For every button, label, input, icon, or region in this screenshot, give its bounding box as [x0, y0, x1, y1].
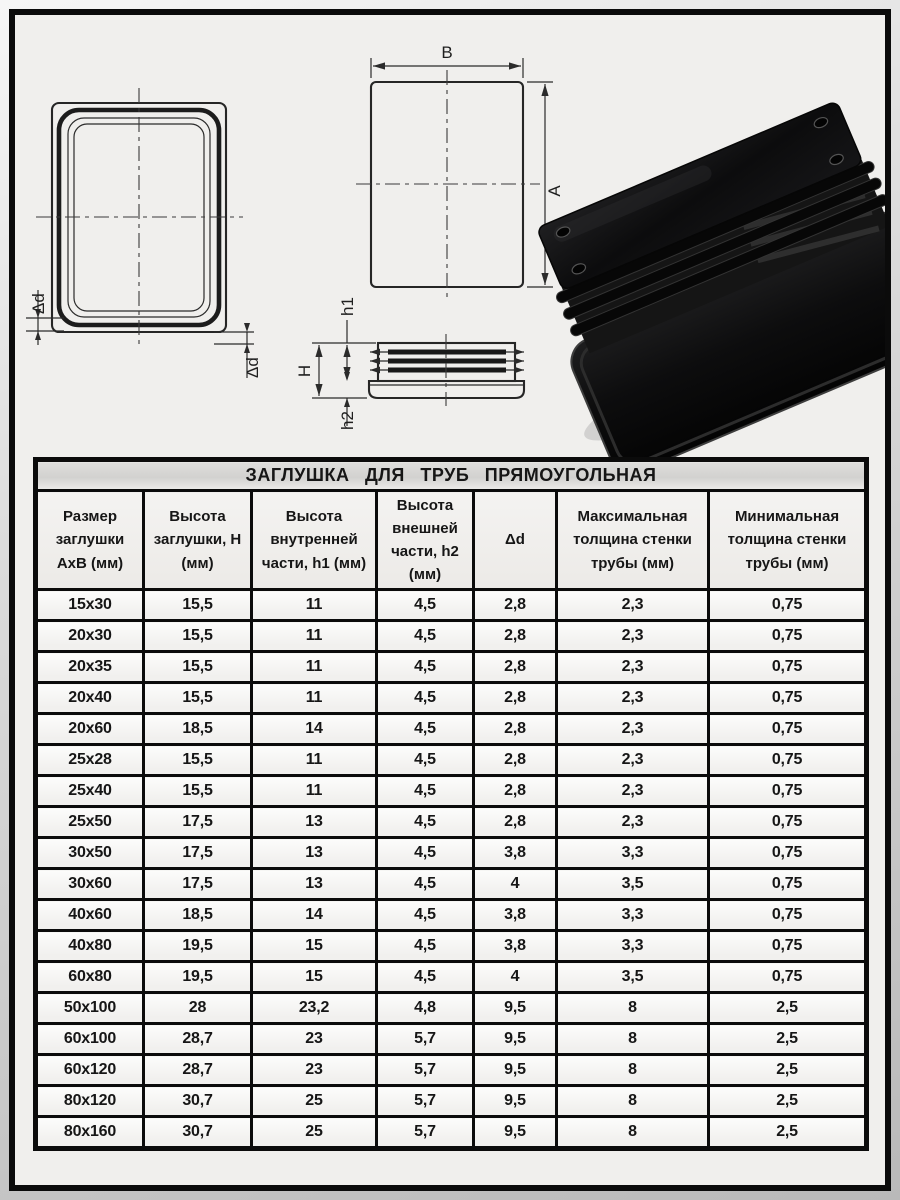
dim-h1: [338, 297, 357, 379]
cell: 25x40: [36, 776, 144, 807]
cell: 8: [557, 1024, 709, 1055]
cell: 2,5: [709, 1117, 867, 1149]
table-title: ЗАГЛУШКА ДЛЯ ТРУБ ПРЯМОУГОЛЬНАЯ: [36, 460, 867, 491]
cell: 15,5: [144, 590, 252, 621]
cell: 2,8: [474, 807, 557, 838]
column-header-1: Высота заглушки, Н (мм): [144, 491, 252, 590]
cell: 2,5: [709, 1086, 867, 1117]
table-row: [36, 1086, 867, 1117]
cell: 80x120: [36, 1086, 144, 1117]
cell: 0,75: [709, 590, 867, 621]
cell: 4,8: [377, 993, 474, 1024]
table-row: [36, 962, 867, 993]
cell: 3,3: [557, 900, 709, 931]
title-row: [36, 460, 867, 491]
cell: 2,8: [474, 590, 557, 621]
table-row: [36, 745, 867, 776]
cell: 8: [557, 1117, 709, 1149]
cell: 2,3: [557, 683, 709, 714]
column-header-3: Высота внешней части, h2 (мм): [377, 491, 474, 590]
dim-label-a: A: [545, 185, 564, 197]
table-row: [36, 590, 867, 621]
cell: 4,5: [377, 652, 474, 683]
table-row: [36, 683, 867, 714]
cell: 23,2: [252, 993, 377, 1024]
cell: 4,5: [377, 745, 474, 776]
cell: 60x120: [36, 1055, 144, 1086]
cell: 2,8: [474, 621, 557, 652]
cell: 30,7: [144, 1086, 252, 1117]
cell: 2,3: [557, 714, 709, 745]
cell: 25: [252, 1086, 377, 1117]
cell: 15,5: [144, 745, 252, 776]
product-photo: [502, 80, 885, 465]
column-header-6: Минимальная толщина стенки трубы (мм): [709, 491, 867, 590]
cell: 80x160: [36, 1117, 144, 1149]
dim-label-h1: h1: [338, 297, 357, 316]
cell: 2,3: [557, 621, 709, 652]
cell: 19,5: [144, 962, 252, 993]
table-row: [36, 869, 867, 900]
cell: 0,75: [709, 714, 867, 745]
cell: 15: [252, 931, 377, 962]
cell: 17,5: [144, 869, 252, 900]
table-row: [36, 931, 867, 962]
cell: 8: [557, 1055, 709, 1086]
cell: 2,8: [474, 714, 557, 745]
cell: 0,75: [709, 776, 867, 807]
cell: 8: [557, 1086, 709, 1117]
cell: 0,75: [709, 838, 867, 869]
cell: 4,5: [377, 590, 474, 621]
cell: 0,75: [709, 869, 867, 900]
cell: 13: [252, 869, 377, 900]
side-ribs: [370, 349, 524, 374]
table-row: [36, 776, 867, 807]
cell: 30,7: [144, 1117, 252, 1149]
cell: 3,3: [557, 838, 709, 869]
cell: 3,5: [557, 962, 709, 993]
dim-label-dd-left: Δd: [29, 293, 48, 314]
cell: 4,5: [377, 714, 474, 745]
cell: 2,3: [557, 807, 709, 838]
cell: 13: [252, 838, 377, 869]
cell: 4,5: [377, 838, 474, 869]
cell: 2,3: [557, 652, 709, 683]
cell: 4: [474, 962, 557, 993]
cell: 23: [252, 1024, 377, 1055]
cell: 28,7: [144, 1055, 252, 1086]
cell: 30x60: [36, 869, 144, 900]
cell: 25x28: [36, 745, 144, 776]
cell: 14: [252, 714, 377, 745]
cell: 60x100: [36, 1024, 144, 1055]
table-row: [36, 993, 867, 1024]
cell: 4,5: [377, 683, 474, 714]
cell: 5,7: [377, 1024, 474, 1055]
cell: 4: [474, 869, 557, 900]
cell: 3,8: [474, 931, 557, 962]
table-row: [36, 838, 867, 869]
cell: 11: [252, 745, 377, 776]
cell: 25x50: [36, 807, 144, 838]
cell: 5,7: [377, 1117, 474, 1149]
cell: 4,5: [377, 621, 474, 652]
cell: 2,8: [474, 652, 557, 683]
plan-view: [356, 43, 564, 299]
column-header-0: Размер заглушки АхВ (мм): [36, 491, 144, 590]
cell: 2,8: [474, 745, 557, 776]
table-row: [36, 652, 867, 683]
cell: 2,5: [709, 1024, 867, 1055]
cell: 20x35: [36, 652, 144, 683]
cell: 40x80: [36, 931, 144, 962]
cell: 11: [252, 652, 377, 683]
dim-label-h2: h2: [338, 411, 357, 430]
cell: 17,5: [144, 838, 252, 869]
table-body: [36, 590, 867, 1149]
cell: 4,5: [377, 869, 474, 900]
dim-label-dd-right: Δd: [243, 357, 262, 378]
cell: 11: [252, 590, 377, 621]
dim-label-b: B: [441, 43, 453, 62]
cell: 0,75: [709, 931, 867, 962]
cell: 5,7: [377, 1086, 474, 1117]
cell: 2,3: [557, 776, 709, 807]
cell: 0,75: [709, 807, 867, 838]
side-view: [295, 297, 524, 430]
cell: 3,8: [474, 838, 557, 869]
cell: 15,5: [144, 683, 252, 714]
cell: 8: [557, 993, 709, 1024]
spec-table: [33, 457, 869, 1151]
table-row: [36, 900, 867, 931]
cell: 3,3: [557, 931, 709, 962]
cell: 9,5: [474, 1086, 557, 1117]
table-row: [36, 807, 867, 838]
cell: 40x60: [36, 900, 144, 931]
cell: 4,5: [377, 962, 474, 993]
cell: 2,8: [474, 776, 557, 807]
table-row: [36, 1117, 867, 1149]
cell: 30x50: [36, 838, 144, 869]
cell: 9,5: [474, 1055, 557, 1086]
cell: 11: [252, 683, 377, 714]
dim-h2: [338, 372, 357, 430]
cell: 0,75: [709, 621, 867, 652]
column-header-4: Δd: [474, 491, 557, 590]
cell: 15,5: [144, 652, 252, 683]
cell: 0,75: [709, 900, 867, 931]
cell: 15,5: [144, 776, 252, 807]
cell: 2,3: [557, 745, 709, 776]
cell: 23: [252, 1055, 377, 1086]
cell: 17,5: [144, 807, 252, 838]
dim-h: [295, 343, 376, 398]
cell: 2,5: [709, 993, 867, 1024]
cell: 5,7: [377, 1055, 474, 1086]
cell: 11: [252, 621, 377, 652]
cell: 0,75: [709, 745, 867, 776]
cell: 9,5: [474, 1024, 557, 1055]
cell: 4,5: [377, 931, 474, 962]
cell: 11: [252, 776, 377, 807]
image-frame: [9, 9, 891, 1191]
table-row: [36, 714, 867, 745]
cell: 9,5: [474, 993, 557, 1024]
cell: 18,5: [144, 714, 252, 745]
cell: 0,75: [709, 683, 867, 714]
cell: 0,75: [709, 652, 867, 683]
cell: 20x30: [36, 621, 144, 652]
cell: 19,5: [144, 931, 252, 962]
cell: 14: [252, 900, 377, 931]
cell: 20x40: [36, 683, 144, 714]
cell: 15x30: [36, 590, 144, 621]
cell: 60x80: [36, 962, 144, 993]
dim-label-h: H: [295, 364, 314, 378]
cell: 50x100: [36, 993, 144, 1024]
cell: 25: [252, 1117, 377, 1149]
front-view: [26, 88, 262, 378]
cell: 28: [144, 993, 252, 1024]
table-row: [36, 1055, 867, 1086]
cell: 3,8: [474, 900, 557, 931]
cell: 2,5: [709, 1055, 867, 1086]
column-header-5: Максимальная толщина стенки трубы (мм): [557, 491, 709, 590]
cell: 3,5: [557, 869, 709, 900]
cell: 4,5: [377, 776, 474, 807]
cell: 4,5: [377, 807, 474, 838]
cell: 20x60: [36, 714, 144, 745]
cell: 2,3: [557, 590, 709, 621]
cell: 18,5: [144, 900, 252, 931]
table-row: [36, 621, 867, 652]
cell: 15: [252, 962, 377, 993]
cell: 15,5: [144, 621, 252, 652]
cell: 4,5: [377, 900, 474, 931]
column-header-2: Высота внутренней части, h1 (мм): [252, 491, 377, 590]
cell: 28,7: [144, 1024, 252, 1055]
cell: 2,8: [474, 683, 557, 714]
cell: 9,5: [474, 1117, 557, 1149]
table-row: [36, 1024, 867, 1055]
technical-drawing: [15, 15, 885, 465]
cell: 13: [252, 807, 377, 838]
column-header-row: [36, 491, 867, 590]
cell: 0,75: [709, 962, 867, 993]
